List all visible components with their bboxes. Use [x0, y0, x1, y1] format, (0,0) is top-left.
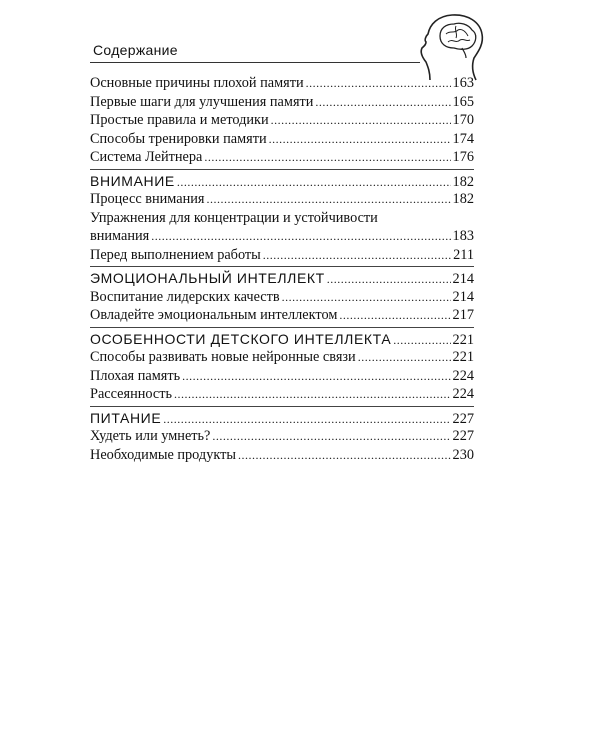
toc-section-title: ПИТАНИЕ: [90, 409, 162, 426]
toc-entry-title: Худеть или умнеть?: [90, 428, 211, 444]
toc-entry-page: 163: [452, 75, 474, 91]
toc-entry[interactable]: [90, 190, 474, 209]
toc-section-page: 227: [452, 410, 474, 427]
toc-entry[interactable]: [90, 348, 474, 367]
toc-section-page: 182: [452, 173, 474, 190]
toc-entry-page: 230: [452, 446, 474, 463]
toc-entry[interactable]: [90, 385, 474, 404]
toc-entry-title-line2: внимания: [90, 228, 150, 244]
header-rule: [90, 62, 420, 63]
toc-section-title: ЭМОЦИОНАЛЬНЫЙ ИНТЕЛЛЕКТ: [90, 270, 325, 286]
toc-entry-page: 176: [452, 149, 474, 165]
section-divider: [90, 266, 474, 267]
toc-entry-page: 211: [453, 246, 474, 263]
toc-entry[interactable]: [90, 148, 474, 167]
toc-entry-page: 182: [452, 191, 474, 207]
table-of-contents: [90, 74, 474, 464]
toc-entry-page: 183: [452, 228, 474, 244]
toc-entry-title: Рассеянность: [90, 386, 173, 402]
toc-entry[interactable]: [90, 288, 474, 307]
section-divider: [90, 327, 474, 328]
toc-section-heading[interactable]: [90, 330, 474, 349]
toc-section-heading[interactable]: [90, 269, 474, 288]
toc-entry-title: Способы тренировки памяти: [90, 130, 267, 147]
toc-section-heading[interactable]: [90, 172, 474, 191]
section-divider: [90, 169, 474, 170]
toc-section-page: 214: [452, 271, 474, 287]
toc-entry-title: Необходимые продукты: [90, 446, 236, 463]
toc-entry[interactable]: [90, 427, 474, 446]
toc-entry-title: Процесс внимания: [90, 191, 205, 207]
toc-entry[interactable]: [90, 74, 474, 93]
toc-entry[interactable]: [90, 130, 474, 149]
toc-entry-title-line1[interactable]: Упражнения для концентрации и устойчивости: [90, 209, 378, 226]
toc-entry-title: Овладейте эмоциональным интеллектом: [90, 307, 338, 323]
toc-entry-page: 217: [452, 307, 474, 323]
toc-entry-title: Первые шаги для улучшения памяти: [90, 93, 314, 110]
head-brain-icon: [418, 12, 498, 82]
running-header-title: Содержание: [93, 42, 178, 58]
toc-entry[interactable]: [90, 446, 474, 465]
toc-entry-title: Воспитание лидерских качеств: [90, 288, 280, 305]
toc-entry[interactable]: [90, 367, 474, 386]
toc-section-page: 221: [452, 331, 474, 348]
toc-entry-title: Способы развивать новые нейронные связи: [90, 349, 356, 365]
toc-entry[interactable]: [90, 246, 474, 265]
toc-entry[interactable]: [90, 93, 474, 112]
toc-entry-title: Плохая память: [90, 367, 181, 384]
toc-entry-page: 165: [452, 93, 474, 110]
toc-entry-page: 224: [452, 367, 474, 384]
toc-section-heading[interactable]: [90, 409, 474, 428]
toc-entry[interactable]: [90, 111, 474, 130]
toc-entry-title: Система Лейтнера: [90, 149, 203, 165]
toc-entry[interactable]: [90, 306, 474, 325]
toc-section-title: ВНИМАНИЕ: [90, 172, 175, 189]
toc-entry-title: Простые правила и методики: [90, 112, 269, 128]
toc-entry[interactable]: [90, 227, 474, 246]
toc-section-title: ОСОБЕННОСТИ ДЕТСКОГО ИНТЕЛЛЕКТА: [90, 330, 392, 347]
toc-entry-title: Основные причины плохой памяти: [90, 75, 304, 91]
toc-entry-page: 227: [452, 428, 474, 444]
toc-entry-page: 224: [452, 386, 474, 402]
toc-entry-page: 174: [452, 130, 474, 147]
toc-entry-page: 214: [452, 288, 474, 305]
toc-entry-title: Перед выполнением работы: [90, 246, 261, 263]
toc-entry-page: 221: [452, 349, 474, 365]
toc-entry-page: 170: [452, 112, 474, 128]
section-divider: [90, 406, 474, 407]
